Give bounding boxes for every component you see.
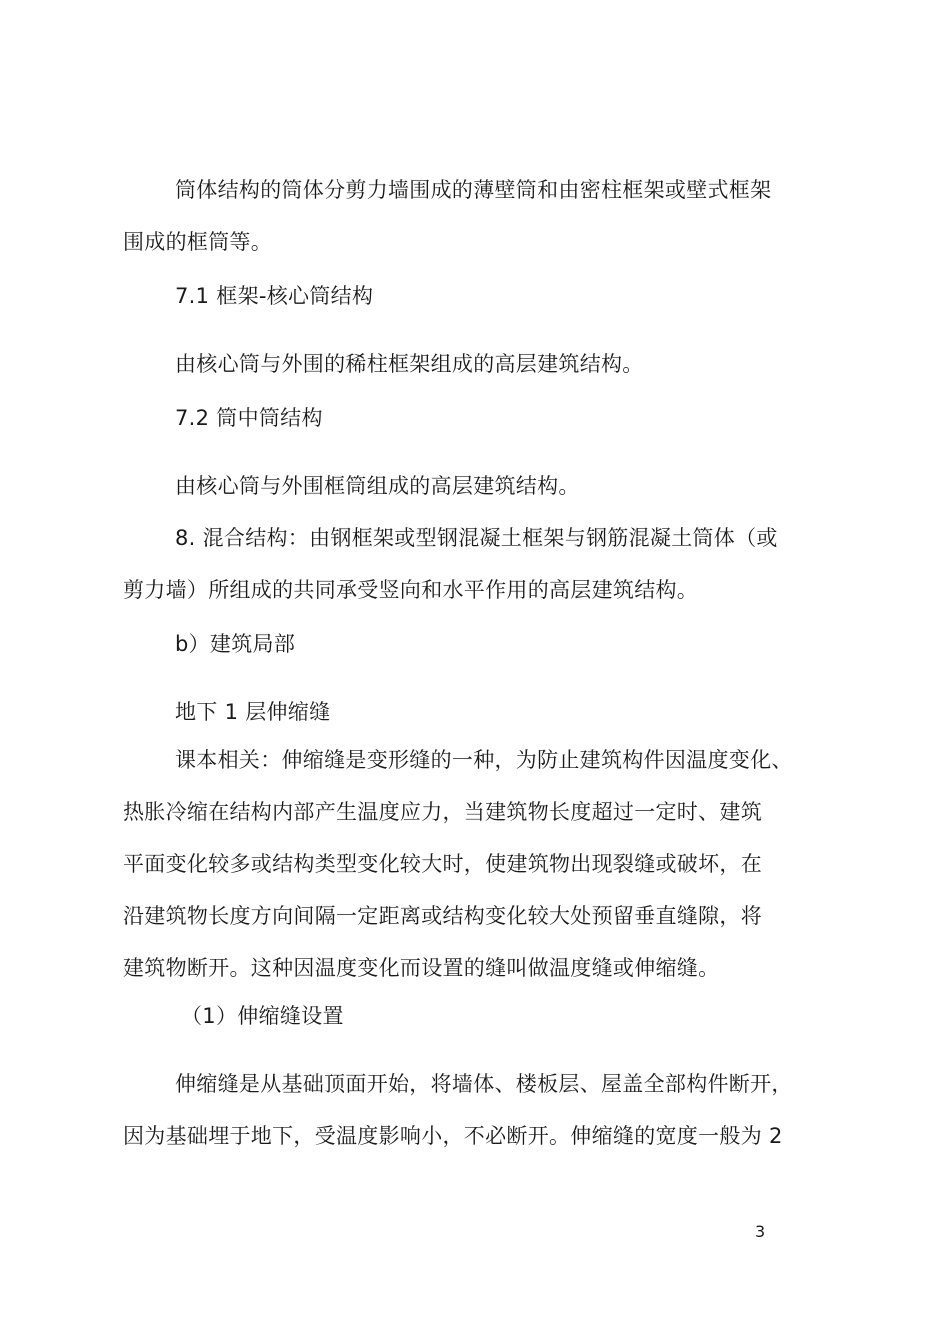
heading-text: （1）伸缩缝设置 [181, 1004, 344, 1028]
paragraph-tube-in-tube [123, 460, 843, 512]
subheading-joint-setting [123, 990, 843, 1042]
subheading-basement-joint [123, 686, 843, 738]
section-heading-7-1 [123, 270, 843, 322]
heading-text: 地下 1 层伸缩缝 [175, 700, 331, 724]
heading-text: b）建筑局部 [175, 632, 296, 656]
text-line: 8. 混合结构：由钢框架或型钢混凝土框架与钢筋混凝土筒体（或 [175, 526, 778, 550]
text-line: 课本相关：伸缩缝是变形缝的一种，为防止建筑构件因温度变化、 [175, 748, 793, 772]
text-line: 平面变化较多或结构类型变化较大时，使建筑物出现裂缝或破坏，在 [123, 852, 762, 876]
section-heading-b [123, 618, 843, 670]
text-line: 筒体结构的筒体分剪力墙围成的薄壁筒和由密柱框架或壁式框架 [175, 178, 772, 202]
text-line: 热胀冷缩在结构内部产生温度应力，当建筑物长度超过一定时、建筑 [123, 800, 762, 824]
paragraph-frame-core [123, 338, 843, 390]
heading-text: 7.2 筒中筒结构 [175, 406, 323, 430]
paragraph-tube-structure [123, 164, 843, 268]
text-line: 建筑物断开。这种因温度变化而设置的缝叫做温度缝或伸缩缝。 [123, 956, 720, 980]
text-line: 由核心筒与外围的稀柱框架组成的高层建筑结构。 [175, 352, 644, 376]
text-line: 围成的框筒等。 [123, 230, 273, 254]
paragraph-expansion-joint-definition [123, 734, 843, 994]
text-line: 因为基础埋于地下，受温度影响小，不必断开。伸缩缝的宽度一般为 2 [123, 1124, 783, 1148]
page-number: 3 [755, 1222, 766, 1241]
heading-text: 7.1 框架-核心筒结构 [175, 284, 374, 308]
paragraph-joint-setting [123, 1058, 843, 1162]
text-line: 伸缩缝是从基础顶面开始，将墙体、楼板层、屋盖全部构件断开， [175, 1072, 793, 1096]
paragraph-mixed-structure [123, 512, 843, 616]
text-line: 剪力墙）所组成的共同承受竖向和水平作用的高层建筑结构。 [123, 578, 699, 602]
text-line: 由核心筒与外围框筒组成的高层建筑结构。 [175, 474, 580, 498]
text-line: 沿建筑物长度方向间隔一定距离或结构变化较大处预留垂直缝隙，将 [123, 904, 762, 928]
section-heading-7-2 [123, 392, 843, 444]
